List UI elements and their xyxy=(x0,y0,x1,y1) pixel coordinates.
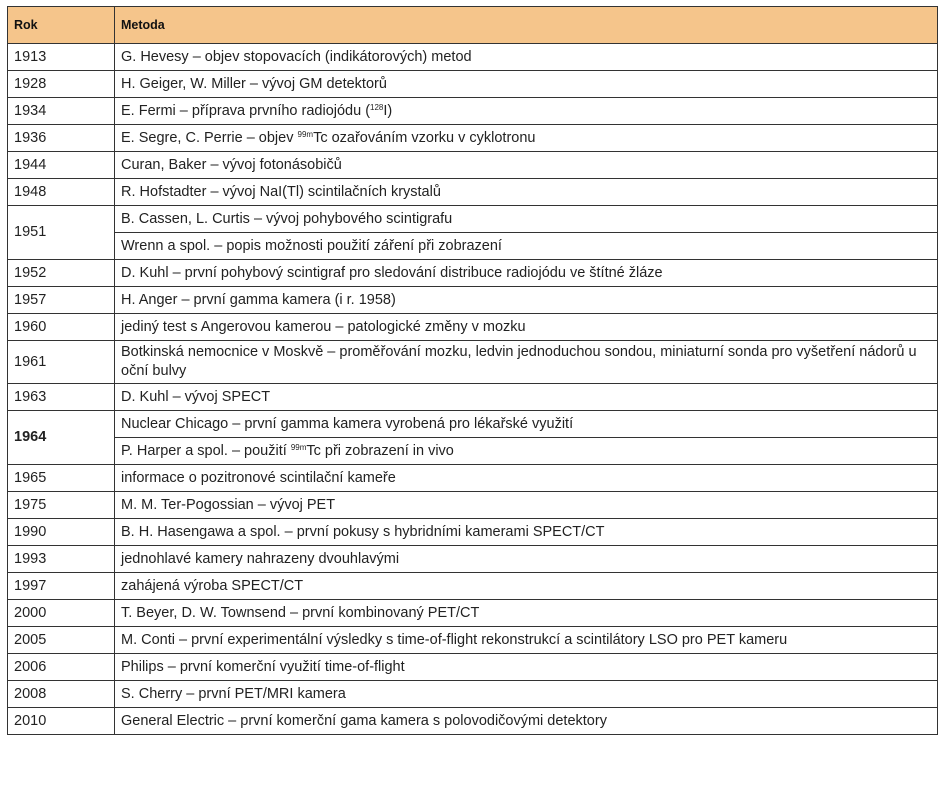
method-cell: Philips – první komerční využití time-of-flight xyxy=(115,654,938,681)
table-row xyxy=(8,681,938,708)
year-cell: 1990 xyxy=(8,519,115,546)
year-cell: 2010 xyxy=(8,708,115,735)
method-cell: D. Kuhl – vývoj SPECT xyxy=(115,384,938,411)
method-cell: B. H. Hasengawa a spol. – první pokusy s hybridními kamerami SPECT/CT xyxy=(115,519,938,546)
method-cell: zahájená výroba SPECT/CT xyxy=(115,573,938,600)
year-cell: 2000 xyxy=(8,600,115,627)
method-text: E. Fermi – příprava prvního radiojódu ( xyxy=(121,102,371,119)
year-cell: 1961 xyxy=(8,341,115,384)
isotope-superscript: 128 xyxy=(370,102,384,112)
table-row xyxy=(8,411,938,438)
table-row xyxy=(8,287,938,314)
year-cell: 1934 xyxy=(8,98,115,125)
year-cell: 1928 xyxy=(8,71,115,98)
table-row xyxy=(8,546,938,573)
method-cell: M. Conti – první experimentální výsledky s time-of-flight rekonstrukcí a scintilátory LSO pro PET kameru xyxy=(115,627,938,654)
table-row xyxy=(8,341,938,384)
table-body xyxy=(8,44,938,735)
year-cell: 1913 xyxy=(8,44,115,71)
method-text: I) xyxy=(383,102,393,119)
method-cell: informace o pozitronové scintilační kameře xyxy=(115,465,938,492)
method-cell: Nuclear Chicago – první gamma kamera vyrobená pro lékařské využití xyxy=(115,411,938,438)
method-cell: S. Cherry – první PET/MRI kamera xyxy=(115,681,938,708)
method-cell: R. Hofstadter – vývoj NaI(Tl) scintilačních krystalů xyxy=(115,179,938,206)
table-row xyxy=(8,260,938,287)
isotope-superscript: 99m xyxy=(290,442,307,452)
year-cell: 1997 xyxy=(8,573,115,600)
method-cell xyxy=(115,98,938,125)
table-row xyxy=(8,600,938,627)
year-cell: 1936 xyxy=(8,125,115,152)
year-cell: 1965 xyxy=(8,465,115,492)
table-row xyxy=(8,125,938,152)
header-method: Metoda xyxy=(115,7,938,44)
method-text: Tc ozařováním vzorku v cyklotronu xyxy=(313,129,536,146)
year-cell: 1957 xyxy=(8,287,115,314)
table-row xyxy=(8,573,938,600)
table-row xyxy=(8,519,938,546)
method-cell: Wrenn a spol. – popis možnosti použití záření při zobrazení xyxy=(115,233,938,260)
method-cell: T. Beyer, D. W. Townsend – první kombinovaný PET/CT xyxy=(115,600,938,627)
method-cell: Botkinská nemocnice v Moskvě – proměřování mozku, ledvin jednoduchou sondou, miniaturní sonda pro vyšetření nádorů u oční bulvy xyxy=(115,341,938,384)
table-row xyxy=(8,627,938,654)
year-cell: 1944 xyxy=(8,152,115,179)
year-cell: 1993 xyxy=(8,546,115,573)
table-row xyxy=(8,654,938,681)
method-cell: B. Cassen, L. Curtis – vývoj pohybového scintigrafu xyxy=(115,206,938,233)
table-row xyxy=(8,152,938,179)
method-text: E. Segre, C. Perrie – objev xyxy=(121,129,298,146)
year-cell: 1975 xyxy=(8,492,115,519)
method-text: P. Harper a spol. – použití xyxy=(121,442,291,459)
method-cell: General Electric – první komerční gama kamera s polovodičovými detektory xyxy=(115,708,938,735)
header-year: Rok xyxy=(8,7,115,44)
method-cell: jediný test s Angerovou kamerou – patologické změny v mozku xyxy=(115,314,938,341)
year-cell: 1964 xyxy=(8,411,115,465)
year-cell: 2006 xyxy=(8,654,115,681)
method-cell: G. Hevesy – objev stopovacích (indikátorových) metod xyxy=(115,44,938,71)
method-cell: Curan, Baker – vývoj fotonásobičů xyxy=(115,152,938,179)
table-row xyxy=(8,438,938,465)
header-row xyxy=(8,7,938,44)
method-cell xyxy=(115,438,938,465)
year-cell: 1952 xyxy=(8,260,115,287)
year-cell: 2005 xyxy=(8,627,115,654)
method-cell: M. M. Ter-Pogossian – vývoj PET xyxy=(115,492,938,519)
method-cell: H. Geiger, W. Miller – vývoj GM detektorů xyxy=(115,71,938,98)
isotope-superscript: 99m xyxy=(297,129,314,139)
table-row xyxy=(8,179,938,206)
table-row xyxy=(8,465,938,492)
table-row xyxy=(8,233,938,260)
year-cell: 1948 xyxy=(8,179,115,206)
table-row xyxy=(8,314,938,341)
method-cell xyxy=(115,125,938,152)
table-row xyxy=(8,98,938,125)
method-cell: jednohlavé kamery nahrazeny dvouhlavými xyxy=(115,546,938,573)
year-cell: 1960 xyxy=(8,314,115,341)
table-row xyxy=(8,384,938,411)
year-cell: 2008 xyxy=(8,681,115,708)
method-cell: H. Anger – první gamma kamera (i r. 1958) xyxy=(115,287,938,314)
table-row xyxy=(8,44,938,71)
table-row xyxy=(8,71,938,98)
history-table xyxy=(7,6,938,735)
table-row xyxy=(8,708,938,735)
method-cell: D. Kuhl – první pohybový scintigraf pro sledování distribuce radiojódu ve štítné žláze xyxy=(115,260,938,287)
table-row xyxy=(8,492,938,519)
year-cell: 1951 xyxy=(8,206,115,260)
year-cell: 1963 xyxy=(8,384,115,411)
table-row xyxy=(8,206,938,233)
method-text: Tc při zobrazení in vivo xyxy=(306,442,454,459)
